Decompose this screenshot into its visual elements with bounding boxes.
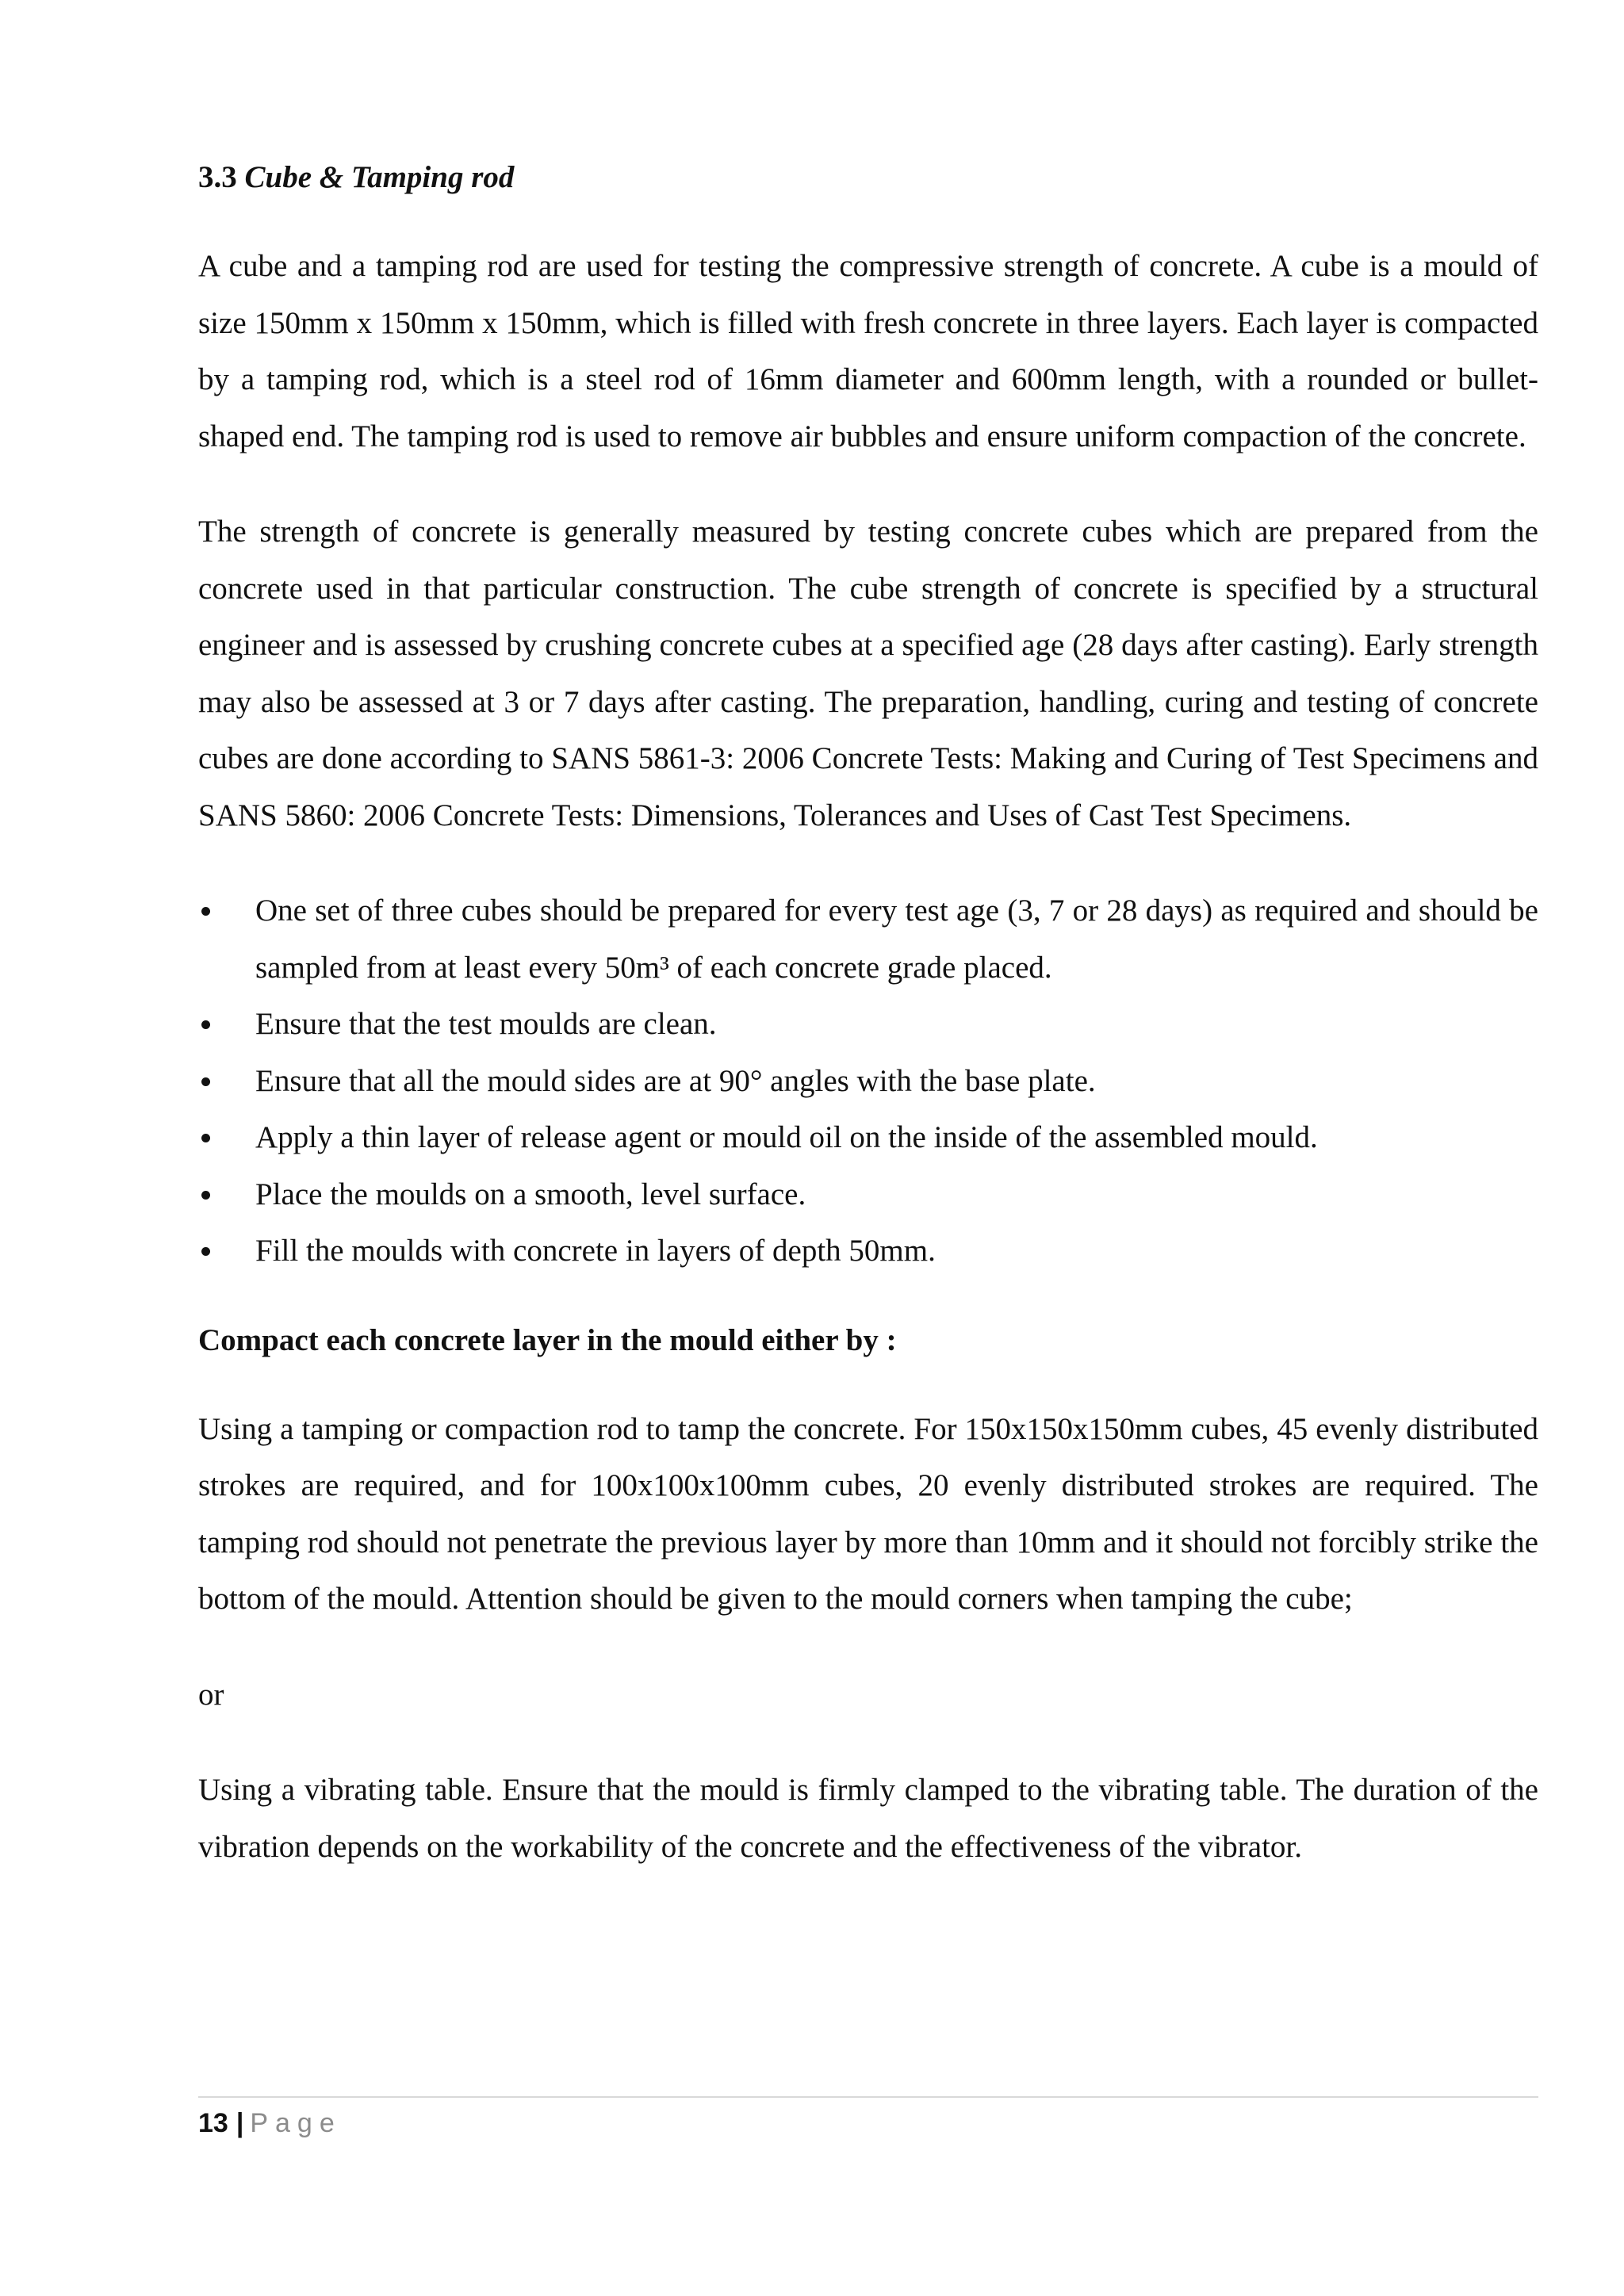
list-item-text: Ensure that all the mould sides are at 90° angles with the base plate.: [255, 1063, 1096, 1098]
compaction-subheading: Compact each concrete layer in the mould either by :: [198, 1322, 897, 1357]
document-page: [198, 155, 1538, 1914]
strength-paragraph: The strength of concrete is generally measured by testing concrete cubes which are prepared from the concrete used in that particular construction. The cube strength of concrete is specified by a structural engineer and is assessed by crushing concrete cubes at a specified age (28 days after casting). Early strength may also be assessed at 3 or 7 days after casting. The preparation, handling, curing and testing of concrete cubes are done according to SANS 5861-3: 2006 Concrete Tests: Making and Curing of Test Specimens and SANS 5860: 2006 Concrete Tests: Dimensions, Tolerances and Uses of Cast Test Specimens.: [198, 515, 1538, 832]
list-item: [198, 1053, 1538, 1110]
section-number: 3.3: [198, 160, 237, 194]
footer-divider: [198, 2096, 1538, 2098]
list-item: [198, 1223, 1538, 1280]
or-separator: or: [198, 1677, 224, 1712]
footer-page-indicator: [198, 2106, 1538, 2141]
list-item: [198, 996, 1538, 1053]
bullet-icon: [201, 1020, 210, 1029]
list-item: [198, 1166, 1538, 1223]
list-item-text: Apply a thin layer of release agent or mould oil on the inside of the assembled mould.: [255, 1120, 1318, 1154]
page-footer: [198, 2096, 1538, 2141]
list-item: [198, 882, 1538, 996]
vibration-method-paragraph: Using a vibrating table. Ensure that the mould is firmly clamped to the vibrating table. The duration of the vibration depends on the workability of the concrete and the effectiveness of the vibrator.: [198, 1773, 1538, 1864]
bullet-icon: [201, 907, 210, 916]
list-item-text: Fill the moulds with concrete in layers of depth 50mm.: [255, 1234, 936, 1268]
bullet-icon: [201, 1247, 210, 1256]
page-label: Page: [250, 2108, 342, 2138]
rod-method-paragraph: Using a tamping or compaction rod to tamp the concrete. For 150x150x150mm cubes, 45 evenly distributed strokes are required, and for 100x100x100mm cubes, 20 evenly distributed strokes are required. The tamping rod should not penetrate the previous layer by more than 10mm and it should not forcibly strike the bottom of the mould. Attention should be given to the mould corners when tamping the cube;: [198, 1411, 1538, 1616]
bullet-icon: [201, 1077, 210, 1086]
section-heading: [198, 155, 1538, 200]
procedure-list: [198, 882, 1538, 1280]
list-item-text: One set of three cubes should be prepared for every test age (3, 7 or 28 days) as required and should be sampled from at least every 50m³ of each concrete grade placed.: [255, 894, 1538, 985]
page-number: 13: [198, 2108, 228, 2138]
footer-separator: |: [236, 2108, 244, 2138]
bullet-icon: [201, 1134, 210, 1142]
list-item: [198, 1109, 1538, 1166]
section-title: Cube & Tamping rod: [244, 160, 515, 194]
intro-paragraph: A cube and a tamping rod are used for testing the compressive strength of concrete. A cube is a mould of size 150mm x 150mm x 150mm, which is filled with fresh concrete in three layers. Each layer is compacted by a tamping rod, which is a steel rod of 16mm diameter and 600mm length, with a rounded or bullet-shaped end. The tamping rod is used to remove air bubbles and ensure uniform compaction of the concrete.: [198, 249, 1538, 453]
bullet-icon: [201, 1191, 210, 1200]
list-item-text: Place the moulds on a smooth, level surface.: [255, 1177, 806, 1211]
list-item-text: Ensure that the test moulds are clean.: [255, 1007, 717, 1041]
